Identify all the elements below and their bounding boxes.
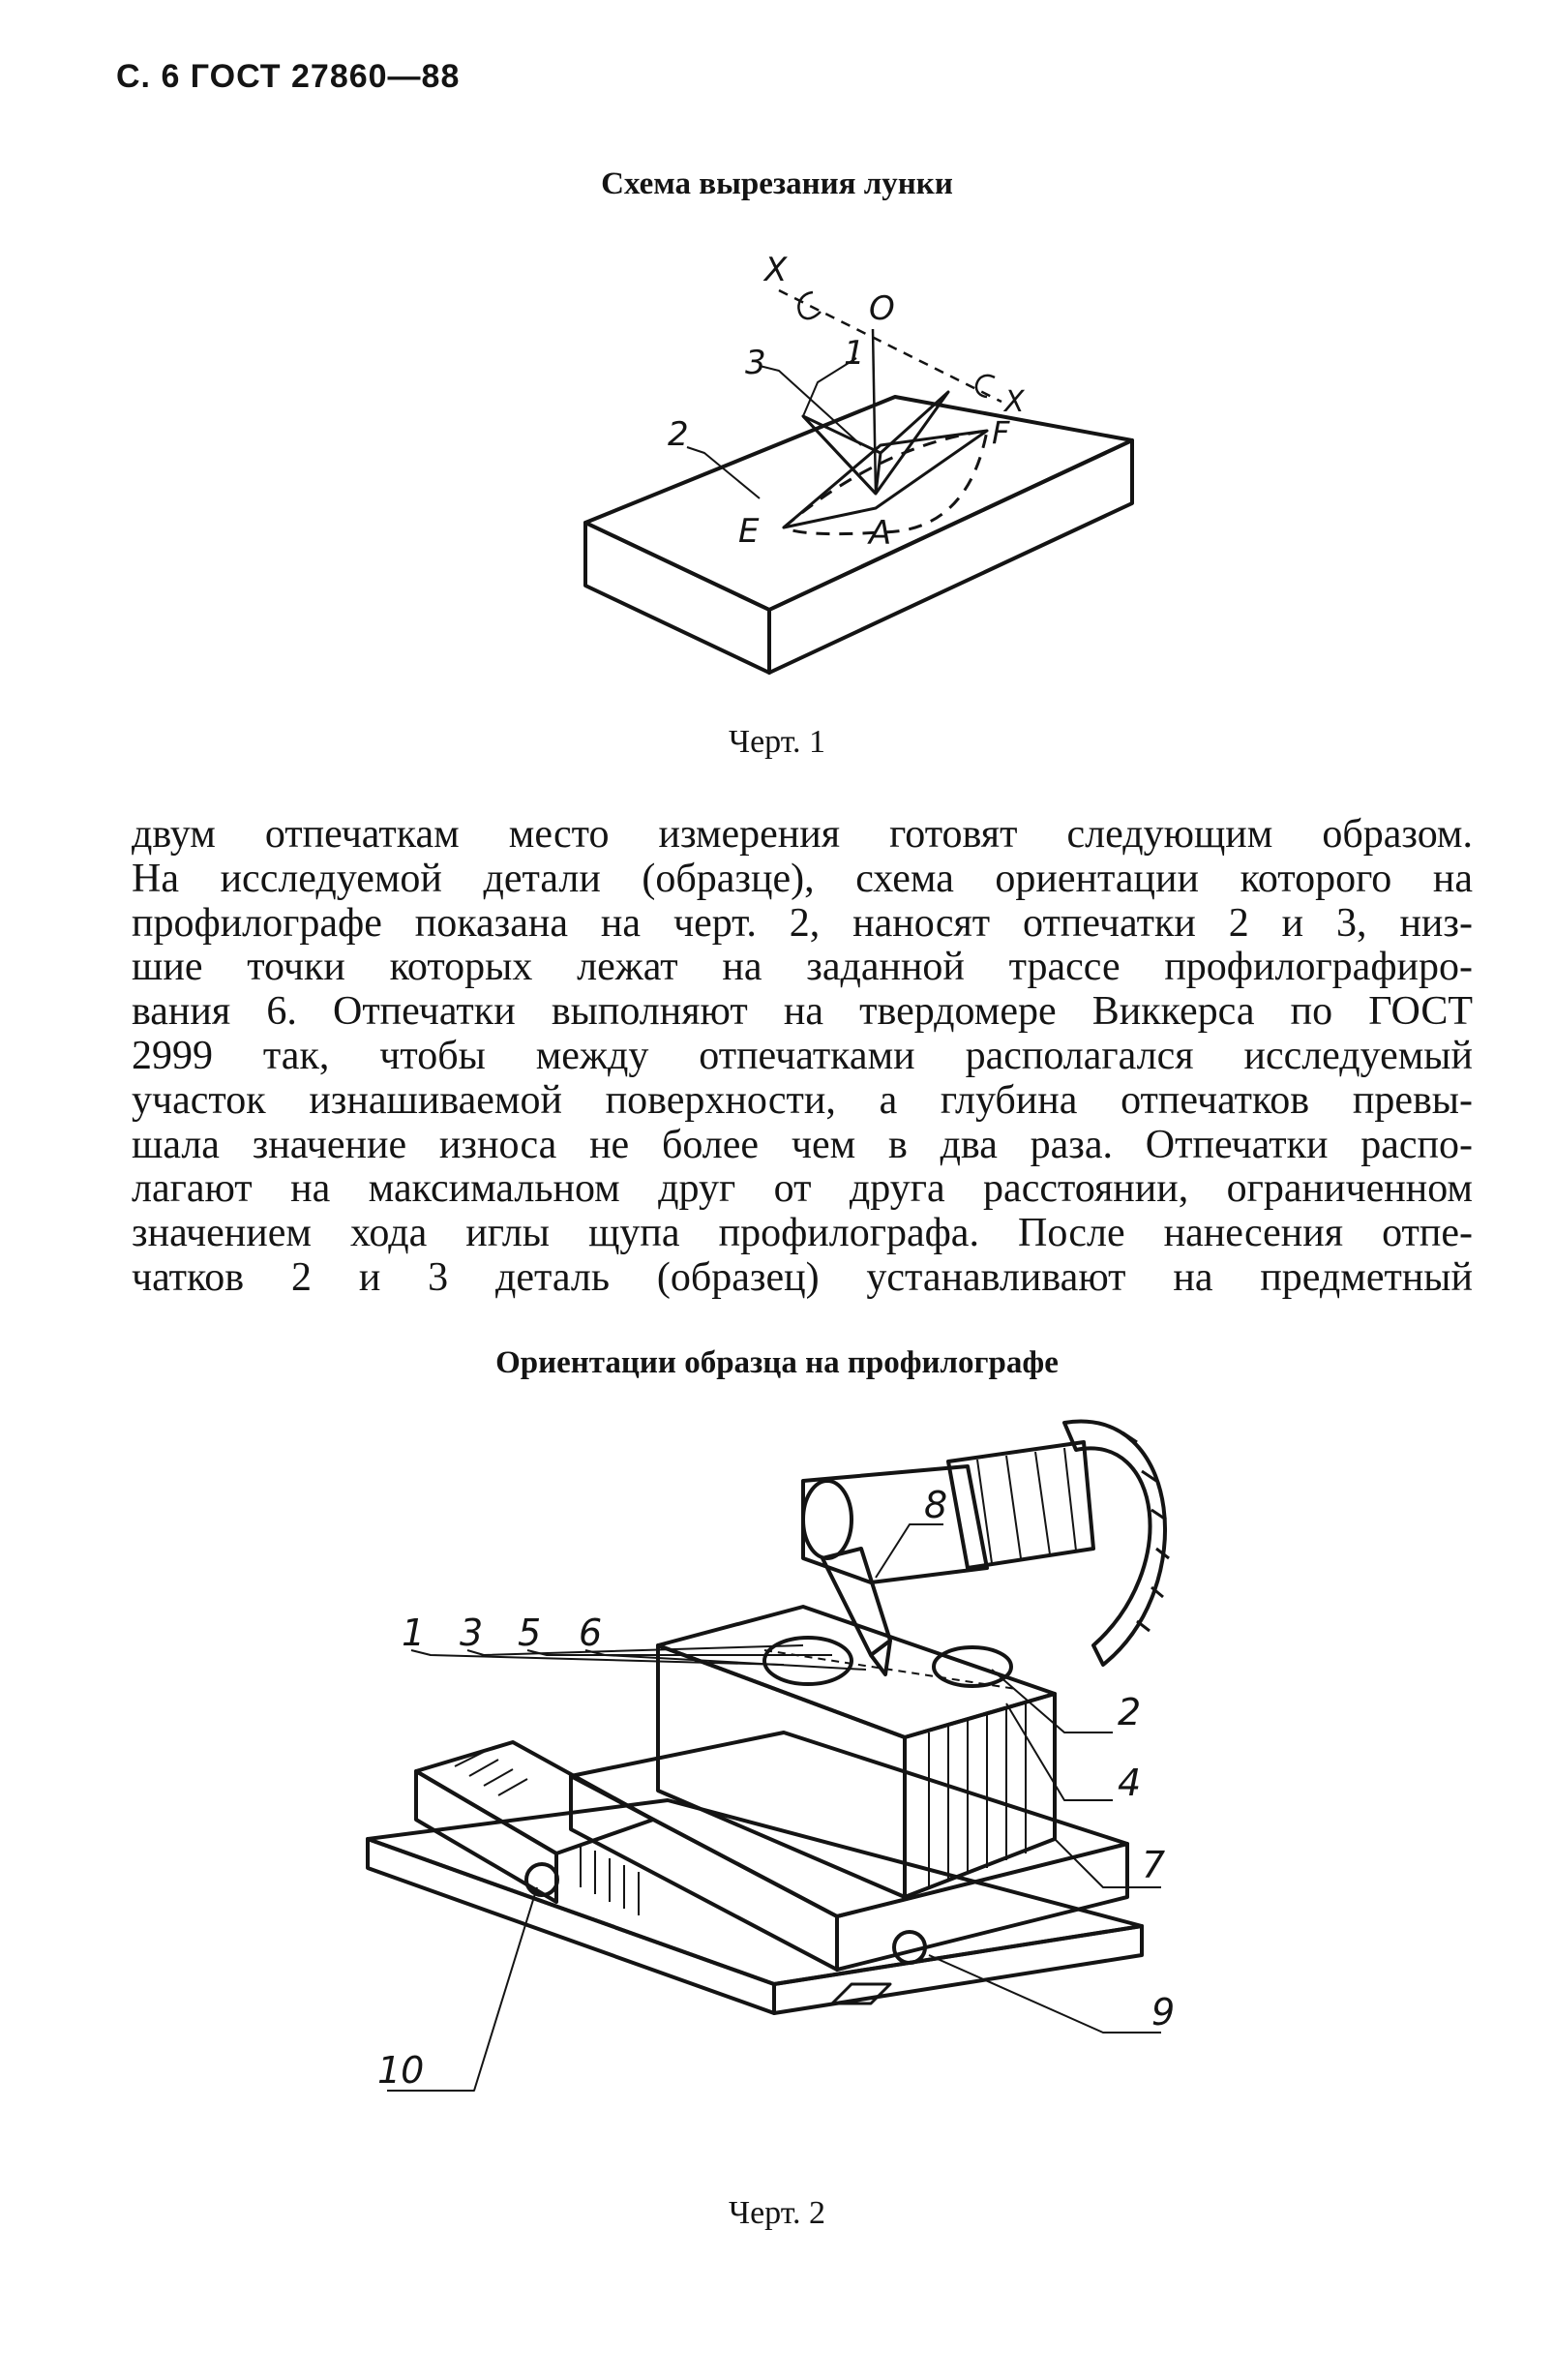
fig1-label-e: E [738,512,760,551]
fig1-label-1: 1 [844,334,865,373]
figure-1-caption: Черт. 1 [728,724,826,760]
fig1-label-f: F [992,414,1010,451]
fig2-label-6: 6 [579,1612,603,1654]
fig2-label-3: 3 [460,1612,484,1654]
fig1-label-2: 2 [668,415,689,454]
paragraph-line: шие точки которых лежат на заданной трассе профилографиро- [132,945,1473,990]
paragraph-line: 2999 так, чтобы между отпечатками располагался исследуемый [132,1033,1473,1078]
fig2-label-8: 8 [924,1484,948,1526]
page-header: С. 6 ГОСТ 27860—88 [116,58,461,95]
fig2-label-9: 9 [1151,1991,1176,2034]
paragraph-line: На исследуемой детали (образце), схема ориентации которого на [132,856,1473,901]
fig1-label-a: A [869,514,892,553]
figure-2-title: Ориентации образца на профилографе [495,1345,1059,1380]
fig1-label-x-top: X [764,251,788,289]
figure-1-drawing [561,242,1161,707]
fig2-label-5: 5 [518,1612,542,1654]
paragraph-line: участок изнашиваемой поверхности, а глубина отпечатков превы- [132,1077,1473,1123]
figure-2-caption: Черт. 2 [728,2195,826,2231]
paragraph-line: профилографе показана на черт. 2, наносят отпечатки 2 и 3, низ- [132,900,1473,946]
fig2-label-1: 1 [402,1612,426,1654]
paragraph-line: лагают на максимальном друг от друга расстоянии, ограниченном [132,1166,1473,1212]
paragraph-line: двум отпечаткам место измерения готовят следующим образом. [132,812,1473,857]
paragraph-line: шала значение износа не более чем в два раза. Отпечатки распо- [132,1122,1473,1167]
paragraph-line: чатков 2 и 3 деталь (образец) устанавливают на предметный [132,1254,1473,1300]
fig1-label-o: O [869,289,895,328]
fig1-label-x-right: X [1004,385,1025,419]
fig2-label-10: 10 [377,2049,425,2092]
figure-1-title: Схема вырезания лунки [601,166,953,201]
paragraph-line: вания 6. Отпечатки выполняют на твердомере Виккерса по ГОСТ [132,989,1473,1035]
paragraph [132,813,1473,1301]
fig2-label-4: 4 [1118,1762,1142,1804]
figure-2-drawing [348,1413,1219,2168]
fig1-label-3: 3 [745,344,766,382]
fig2-label-2: 2 [1118,1691,1142,1733]
fig2-label-7: 7 [1142,1844,1166,1886]
paragraph-line: значением хода иглы щупа профилографа. После нанесения отпе- [132,1211,1473,1256]
